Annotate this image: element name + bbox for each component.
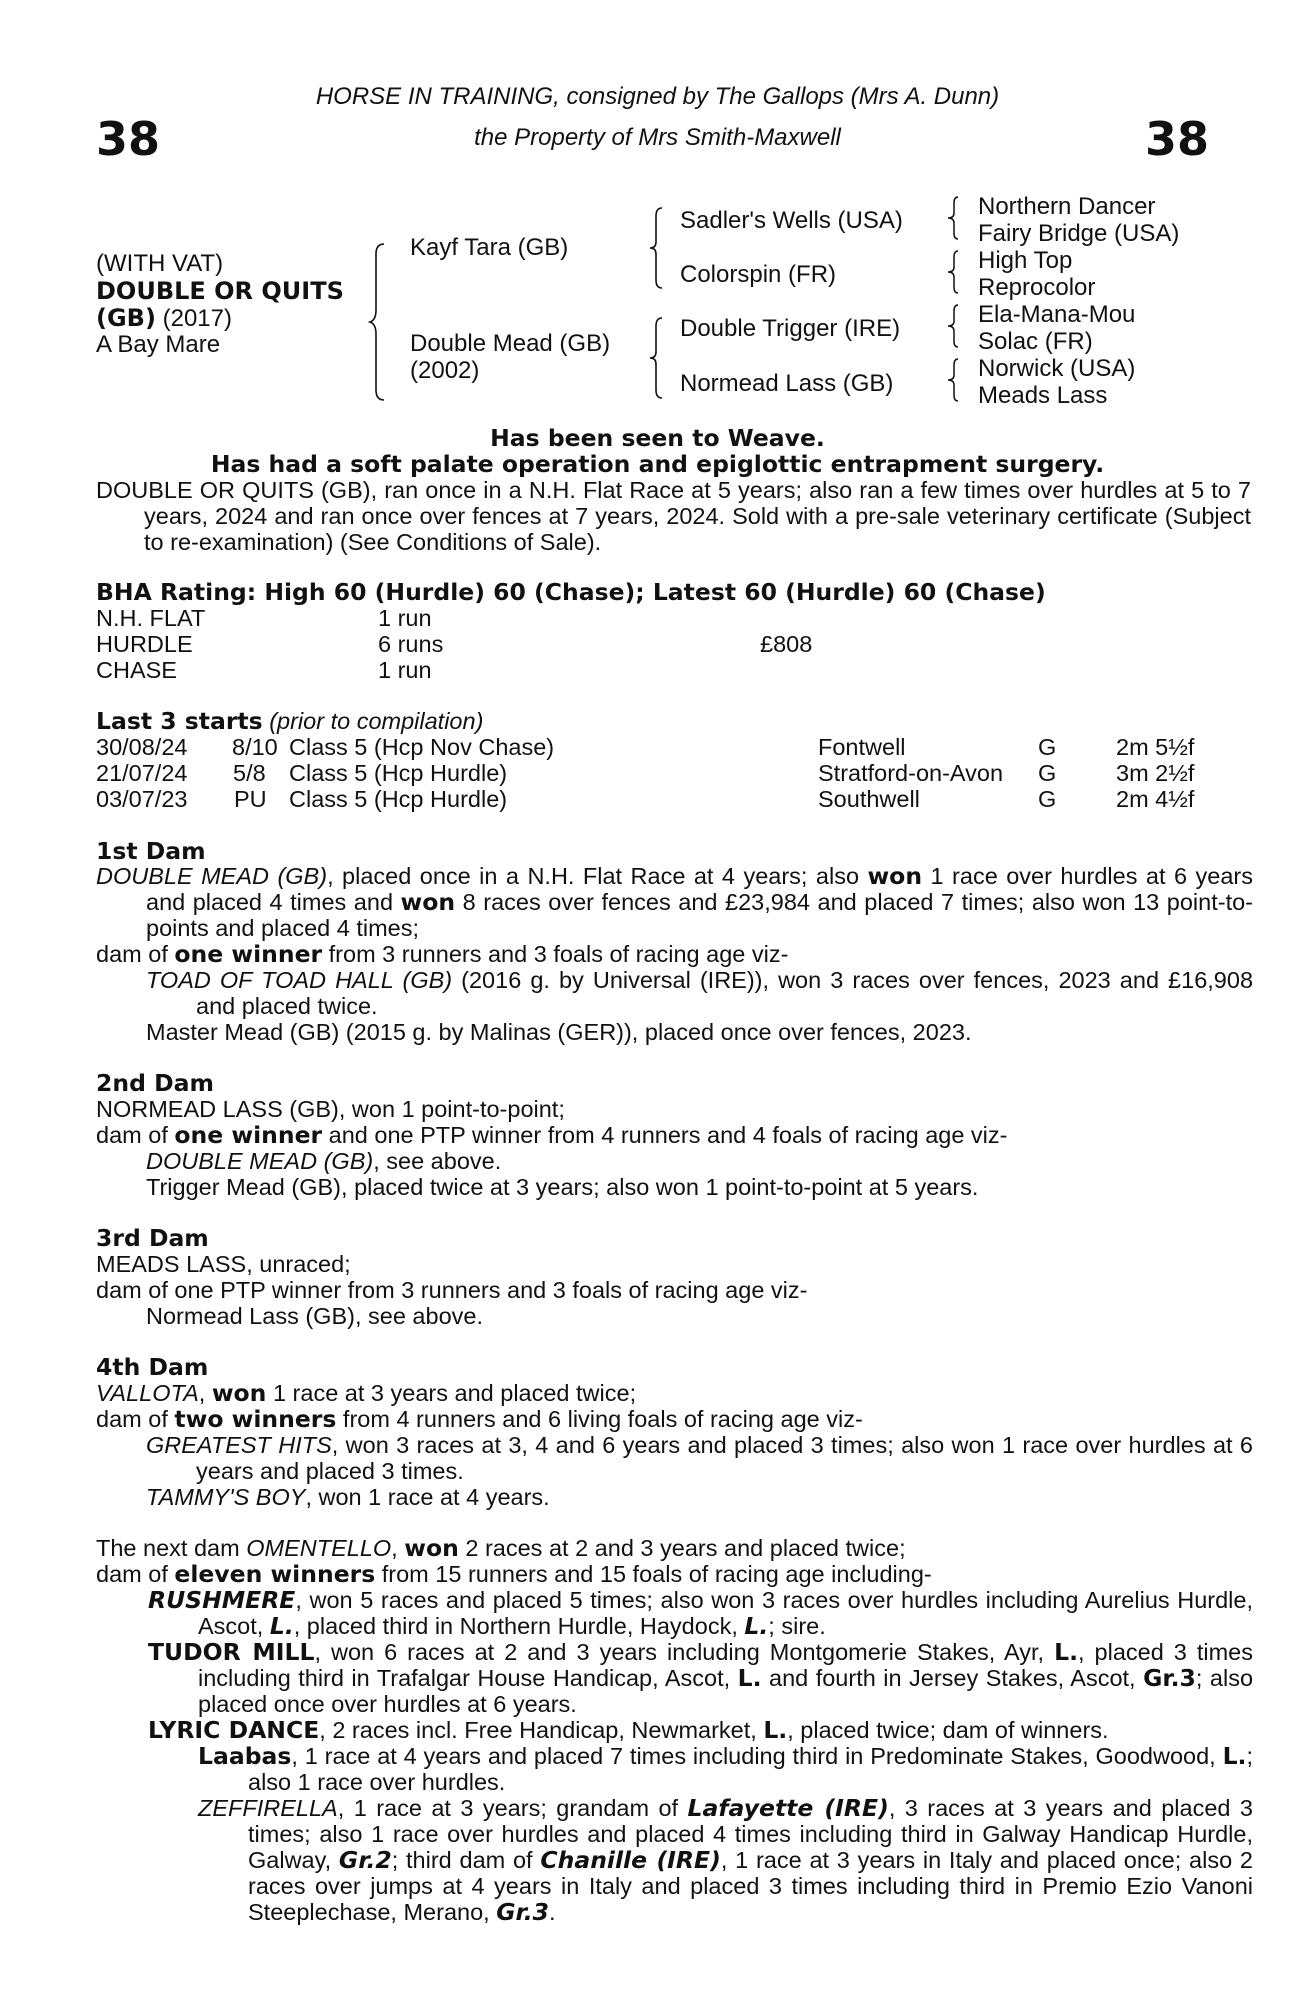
lyric-dance-text-1: , 2 races incl. Free Handicap, Newmarket, [319, 1717, 764, 1743]
dam1-progeny-1 [146, 967, 1253, 1019]
dam4-winners: two winners [174, 1405, 337, 1433]
horse-name: DOUBLE OR QUITS [96, 277, 344, 305]
start-course-1: Fontwell [818, 734, 906, 760]
start-race-3: Class 5 (Hcp Hurdle) [289, 786, 508, 812]
pedigree-bracket-g1 [948, 195, 962, 241]
dam2-progeny-1 [146, 1148, 501, 1174]
dam1-won-2: won [400, 888, 456, 916]
zeffirella-text-1: , 1 race at 3 years; grandam of [337, 1795, 688, 1821]
pedigree-sire: Kayf Tara (GB) [410, 234, 569, 261]
last-starts-title: Last 3 starts [96, 707, 263, 735]
zeffirella-group-2: Gr.2 [338, 1846, 392, 1874]
start-course-2: Stratford-on-Avon [818, 760, 1004, 786]
laabas-name: Laabas [198, 1742, 292, 1770]
record-type-nhflat: N.H. FLAT [96, 605, 206, 631]
dam2-line-1: NORMEAD LASS (GB), won 1 point-to-point; [96, 1096, 565, 1122]
tudor-mill-text-4: ; also placed once over hurdles at 6 years. [198, 1665, 1254, 1717]
zeffirella-group-3: Gr.3 [496, 1898, 550, 1926]
tudor-mill-name: TUDOR MILL [148, 1638, 315, 1666]
bha-rating: BHA Rating: High 60 (Hurdle) 60 (Chase); Latest 60 (Hurdle) 60 (Chase) [96, 578, 1046, 606]
pedigree-sire-dam: Colorspin (FR) [680, 261, 837, 288]
pedigree-bracket-main [370, 242, 390, 402]
pedigree-bracket-g4 [948, 357, 962, 403]
pedigree-g4: Reprocolor [978, 274, 1096, 301]
pedigree-bracket-sire [650, 206, 666, 290]
dam1-won-1: won [867, 862, 923, 890]
pedigree-dam-year: (2002) [410, 357, 480, 384]
zeffirella-text-4: , 1 race at 3 years in Italy and placed once; also 2 races over jumps at 4 years in Italy and placed 3 times including third in Premio Ezio Vanoni Steeplechase, Merano, [248, 1847, 1253, 1925]
record-runs-nhflat: 1 run [378, 605, 432, 631]
dam3-line-1: MEADS LASS, unraced; [96, 1251, 351, 1277]
next-dam-name: OMENTELLO [246, 1535, 392, 1561]
dam1-text-3: 8 races over fences and £23,984 and placed 7 times; also won 13 point-to-points and placed 4 times; [146, 889, 1253, 941]
dam1-winners: one winner [174, 940, 323, 968]
vat-label: (WITH VAT) [96, 250, 224, 277]
zeffirella-chanille: Chanille (IRE) [540, 1846, 721, 1874]
next-dam-text-3: 2 races at 2 and 3 years and placed twice; [458, 1535, 906, 1561]
start-race-2: Class 5 (Hcp Hurdle) [289, 760, 508, 786]
dam4-progeny-1-name: GREATEST HITS [146, 1432, 332, 1458]
record-type-chase: CHASE [96, 657, 177, 683]
zeffirella-text-2: , 3 races at 3 years and placed 3 times; also 1 race over hurdles and placed 4 times including third in Galway Handicap Hurdle, Galway, [248, 1795, 1253, 1873]
dam2-progeny-1-name: DOUBLE MEAD (GB) [146, 1148, 374, 1174]
dam1-progeny-1-text: (2016 g. by Universal (IRE)), won 3 races over fences, 2023 and £16,908 and placed twice. [196, 967, 1254, 1019]
rushmere-listed-1: L. [269, 1612, 294, 1640]
surgery-note: Has had a soft palate operation and epiglottic entrapment surgery. [210, 450, 1105, 478]
start-date-1: 30/08/24 [96, 734, 188, 760]
tudor-mill-listed-2: L. [737, 1664, 762, 1692]
tudor-mill-listed-1: L. [1054, 1638, 1078, 1666]
dam2-dam-of-label: dam of [96, 1122, 175, 1148]
lyric-dance-entry [148, 1717, 1109, 1743]
next-dam-dam-rest: from 15 runners and 15 foals of racing age including- [375, 1561, 932, 1587]
consignor-line: HORSE IN TRAINING, consigned by The Gallops (Mrs A. Dunn) [315, 83, 1000, 110]
lyric-dance-text-2: , placed twice; dam of winners. [787, 1717, 1109, 1743]
pedigree-dam-dam: Normead Lass (GB) [680, 370, 894, 397]
dam2-progeny-2: Trigger Mead (GB), placed twice at 3 years; also won 1 point-to-point at 5 years. [146, 1174, 979, 1200]
record-type-hurdle: HURDLE [96, 631, 193, 657]
record-runs-chase: 1 run [378, 657, 432, 683]
dam4-won: won [211, 1379, 267, 1407]
lyric-dance-name: LYRIC DANCE [148, 1716, 320, 1744]
tudor-mill-text-3: and fourth in Jersey Stakes, Ascot, [761, 1665, 1144, 1691]
dam4-heading: 4th Dam [96, 1353, 209, 1381]
record-runs-hurdle: 6 runs [378, 631, 444, 657]
dam4-progeny-2 [146, 1484, 550, 1510]
start-dist-3: 2m 4½f [1116, 786, 1195, 812]
pedigree-dam: Double Mead (GB) [410, 330, 611, 357]
start-date-3: 03/07/23 [96, 786, 188, 812]
dam1-progeny-1-name: TOAD OF TOAD HALL (GB) [146, 967, 453, 993]
pedigree-g5: Ela-Mana-Mou [978, 301, 1136, 328]
start-going-2: G [1038, 760, 1057, 786]
next-dam-text-2: , [391, 1535, 405, 1561]
start-date-2: 21/07/24 [96, 760, 188, 786]
dam1-heading: 1st Dam [96, 837, 206, 865]
dam1-text-1: , placed once in a N.H. Flat Race at 4 years; also [327, 863, 868, 889]
lot-number-left: 38 [96, 112, 161, 166]
dam4-name: VALLOTA [96, 1380, 199, 1406]
lot-number-right: 38 [1145, 112, 1210, 166]
dam3-progeny-1: Normead Lass (GB), see above. [146, 1303, 483, 1329]
dam2-dam-of [96, 1122, 1007, 1148]
start-pos-1: 8/10 [232, 734, 278, 760]
summary-paragraph: DOUBLE OR QUITS (GB), ran once in a N.H. Flat Race at 5 years; also ran a few times over hurdles at 5 to 7 years, 2024 and ran once over fences at 7 years, 2024. Sold with a pre-sale veterinary certificate (Subject to re-examination) (See Conditions of Sale). [96, 477, 1251, 555]
zeffirella-lafayette: Lafayette (IRE) [687, 1794, 889, 1822]
pedigree-g6: Solac (FR) [978, 328, 1093, 355]
dam2-dam-rest: and one PTP winner from 4 runners and 4 foals of racing age viz- [322, 1122, 1008, 1148]
start-dist-2: 3m 2½f [1116, 760, 1195, 786]
dam4-dam-rest: from 4 runners and 6 living foals of racing age viz- [336, 1406, 863, 1432]
zeffirella-entry [198, 1795, 1253, 1925]
pedigree-g7: Norwick (USA) [978, 355, 1136, 382]
dam2-heading: 2nd Dam [96, 1069, 214, 1097]
rushmere-name: RUSHMERE [148, 1586, 296, 1614]
zeffirella-name: ZEFFIRELLA [198, 1795, 338, 1821]
start-pos-3: PU [234, 786, 267, 812]
record-prize-hurdle: £808 [760, 631, 813, 657]
tudor-mill-text-2: , placed 3 times including third in Trafalgar House Handicap, Ascot, [198, 1639, 1253, 1691]
horse-suffix-line [96, 304, 232, 333]
rushmere-text-2: , placed third in Northern Hurdle, Haydock, [293, 1613, 745, 1639]
start-race-1: Class 5 (Hcp Nov Chase) [289, 734, 555, 760]
zeffirella-text-5: . [549, 1899, 556, 1925]
weave-note: Has been seen to Weave. [490, 424, 825, 452]
pedigree-bracket-dam [650, 316, 666, 400]
next-dam-winners: eleven winners [174, 1560, 376, 1588]
pedigree-sire-sire: Sadler's Wells (USA) [680, 207, 903, 234]
dam1-name: DOUBLE MEAD (GB) [96, 863, 328, 889]
dam4-text-1: , [198, 1380, 212, 1406]
pedigree-dam-sire: Double Trigger (IRE) [680, 315, 901, 342]
rushmere-text-3: ; sire. [768, 1613, 826, 1639]
dam4-progeny-1-text: , won 3 races at 3, 4 and 6 years and placed 3 times; also won 1 race over hurdles at 6 years and placed 3 times. [196, 1432, 1253, 1484]
next-dam-text-1: The next dam [96, 1535, 247, 1561]
pedigree-g3: High Top [978, 247, 1073, 274]
laabas-listed: L. [1222, 1742, 1247, 1770]
last-starts-note: (prior to compilation) [269, 708, 484, 734]
laabas-text-2: ; also 1 race over hurdles. [248, 1743, 1253, 1795]
dam4-text-2: 1 race at 3 years and placed twice; [266, 1380, 637, 1406]
pedigree-g2: Fairy Bridge (USA) [978, 220, 1180, 247]
lyric-dance-listed: L. [763, 1716, 788, 1744]
dam1-paragraph [96, 863, 1253, 941]
last-starts-heading [96, 708, 483, 734]
rushmere-text-1: , won 5 races and placed 5 times; also won 3 races over hurdles including Aurelius Hurdle, Ascot, [198, 1587, 1253, 1639]
dam1-dam-of [96, 941, 788, 967]
tudor-mill-text-1: , won 6 races at 2 and 3 years including Montgomerie Stakes, Ayr, [314, 1639, 1055, 1665]
dam3-heading: 3rd Dam [96, 1224, 209, 1252]
horse-year: (2017) [162, 305, 232, 332]
dam4-dam-of [96, 1406, 863, 1432]
dam1-text-2: 1 race over hurdles at 6 years and placed 4 times and [146, 863, 1253, 915]
pedigree-bracket-g2 [948, 249, 962, 295]
horse-suffix: (GB) [96, 304, 156, 332]
next-dam-line-1 [96, 1535, 906, 1561]
dam1-progeny-2: Master Mead (GB) (2015 g. by Malinas (GER)), placed once over fences, 2023. [146, 1019, 972, 1045]
property-line: the Property of Mrs Smith-Maxwell [474, 124, 841, 151]
zeffirella-text-3: ; third dam of [391, 1847, 541, 1873]
laabas-text-1: , 1 race at 4 years and placed 7 times including third in Predominate Stakes, Goodwood, [291, 1743, 1223, 1769]
start-pos-2: 5/8 [233, 760, 266, 786]
pedigree-bracket-g3 [948, 303, 962, 349]
dam4-progeny-2-text: , won 1 race at 4 years. [305, 1484, 550, 1510]
laabas-entry [198, 1743, 1253, 1795]
rushmere-entry [148, 1587, 1253, 1639]
pedigree-g1: Northern Dancer [978, 193, 1156, 220]
dam2-progeny-1-text: , see above. [373, 1148, 502, 1174]
dam4-progeny-2-name: TAMMY'S BOY [146, 1484, 306, 1510]
dam3-line-2: dam of one PTP winner from 3 runners and 3 foals of racing age viz- [96, 1277, 808, 1303]
next-dam-dam-of [96, 1561, 932, 1587]
horse-description: A Bay Mare [96, 331, 221, 358]
dam1-dam-rest: from 3 runners and 3 foals of racing age viz- [322, 941, 789, 967]
pedigree-g8: Meads Lass [978, 382, 1108, 409]
dam2-winners: one winner [174, 1121, 323, 1149]
dam4-progeny-1 [146, 1432, 1253, 1484]
start-going-3: G [1038, 786, 1057, 812]
rushmere-listed-2: L. [744, 1612, 769, 1640]
dam4-line-1 [96, 1380, 636, 1406]
next-dam-won: won [404, 1534, 459, 1562]
tudor-mill-group: Gr.3 [1143, 1664, 1196, 1692]
start-course-3: Southwell [818, 786, 920, 812]
dam4-dam-of-label: dam of [96, 1406, 175, 1432]
next-dam-dam-of-label: dam of [96, 1561, 175, 1587]
dam1-dam-of-label: dam of [96, 941, 175, 967]
tudor-mill-entry [148, 1639, 1253, 1717]
start-dist-1: 2m 5½f [1116, 734, 1195, 760]
start-going-1: G [1038, 734, 1057, 760]
